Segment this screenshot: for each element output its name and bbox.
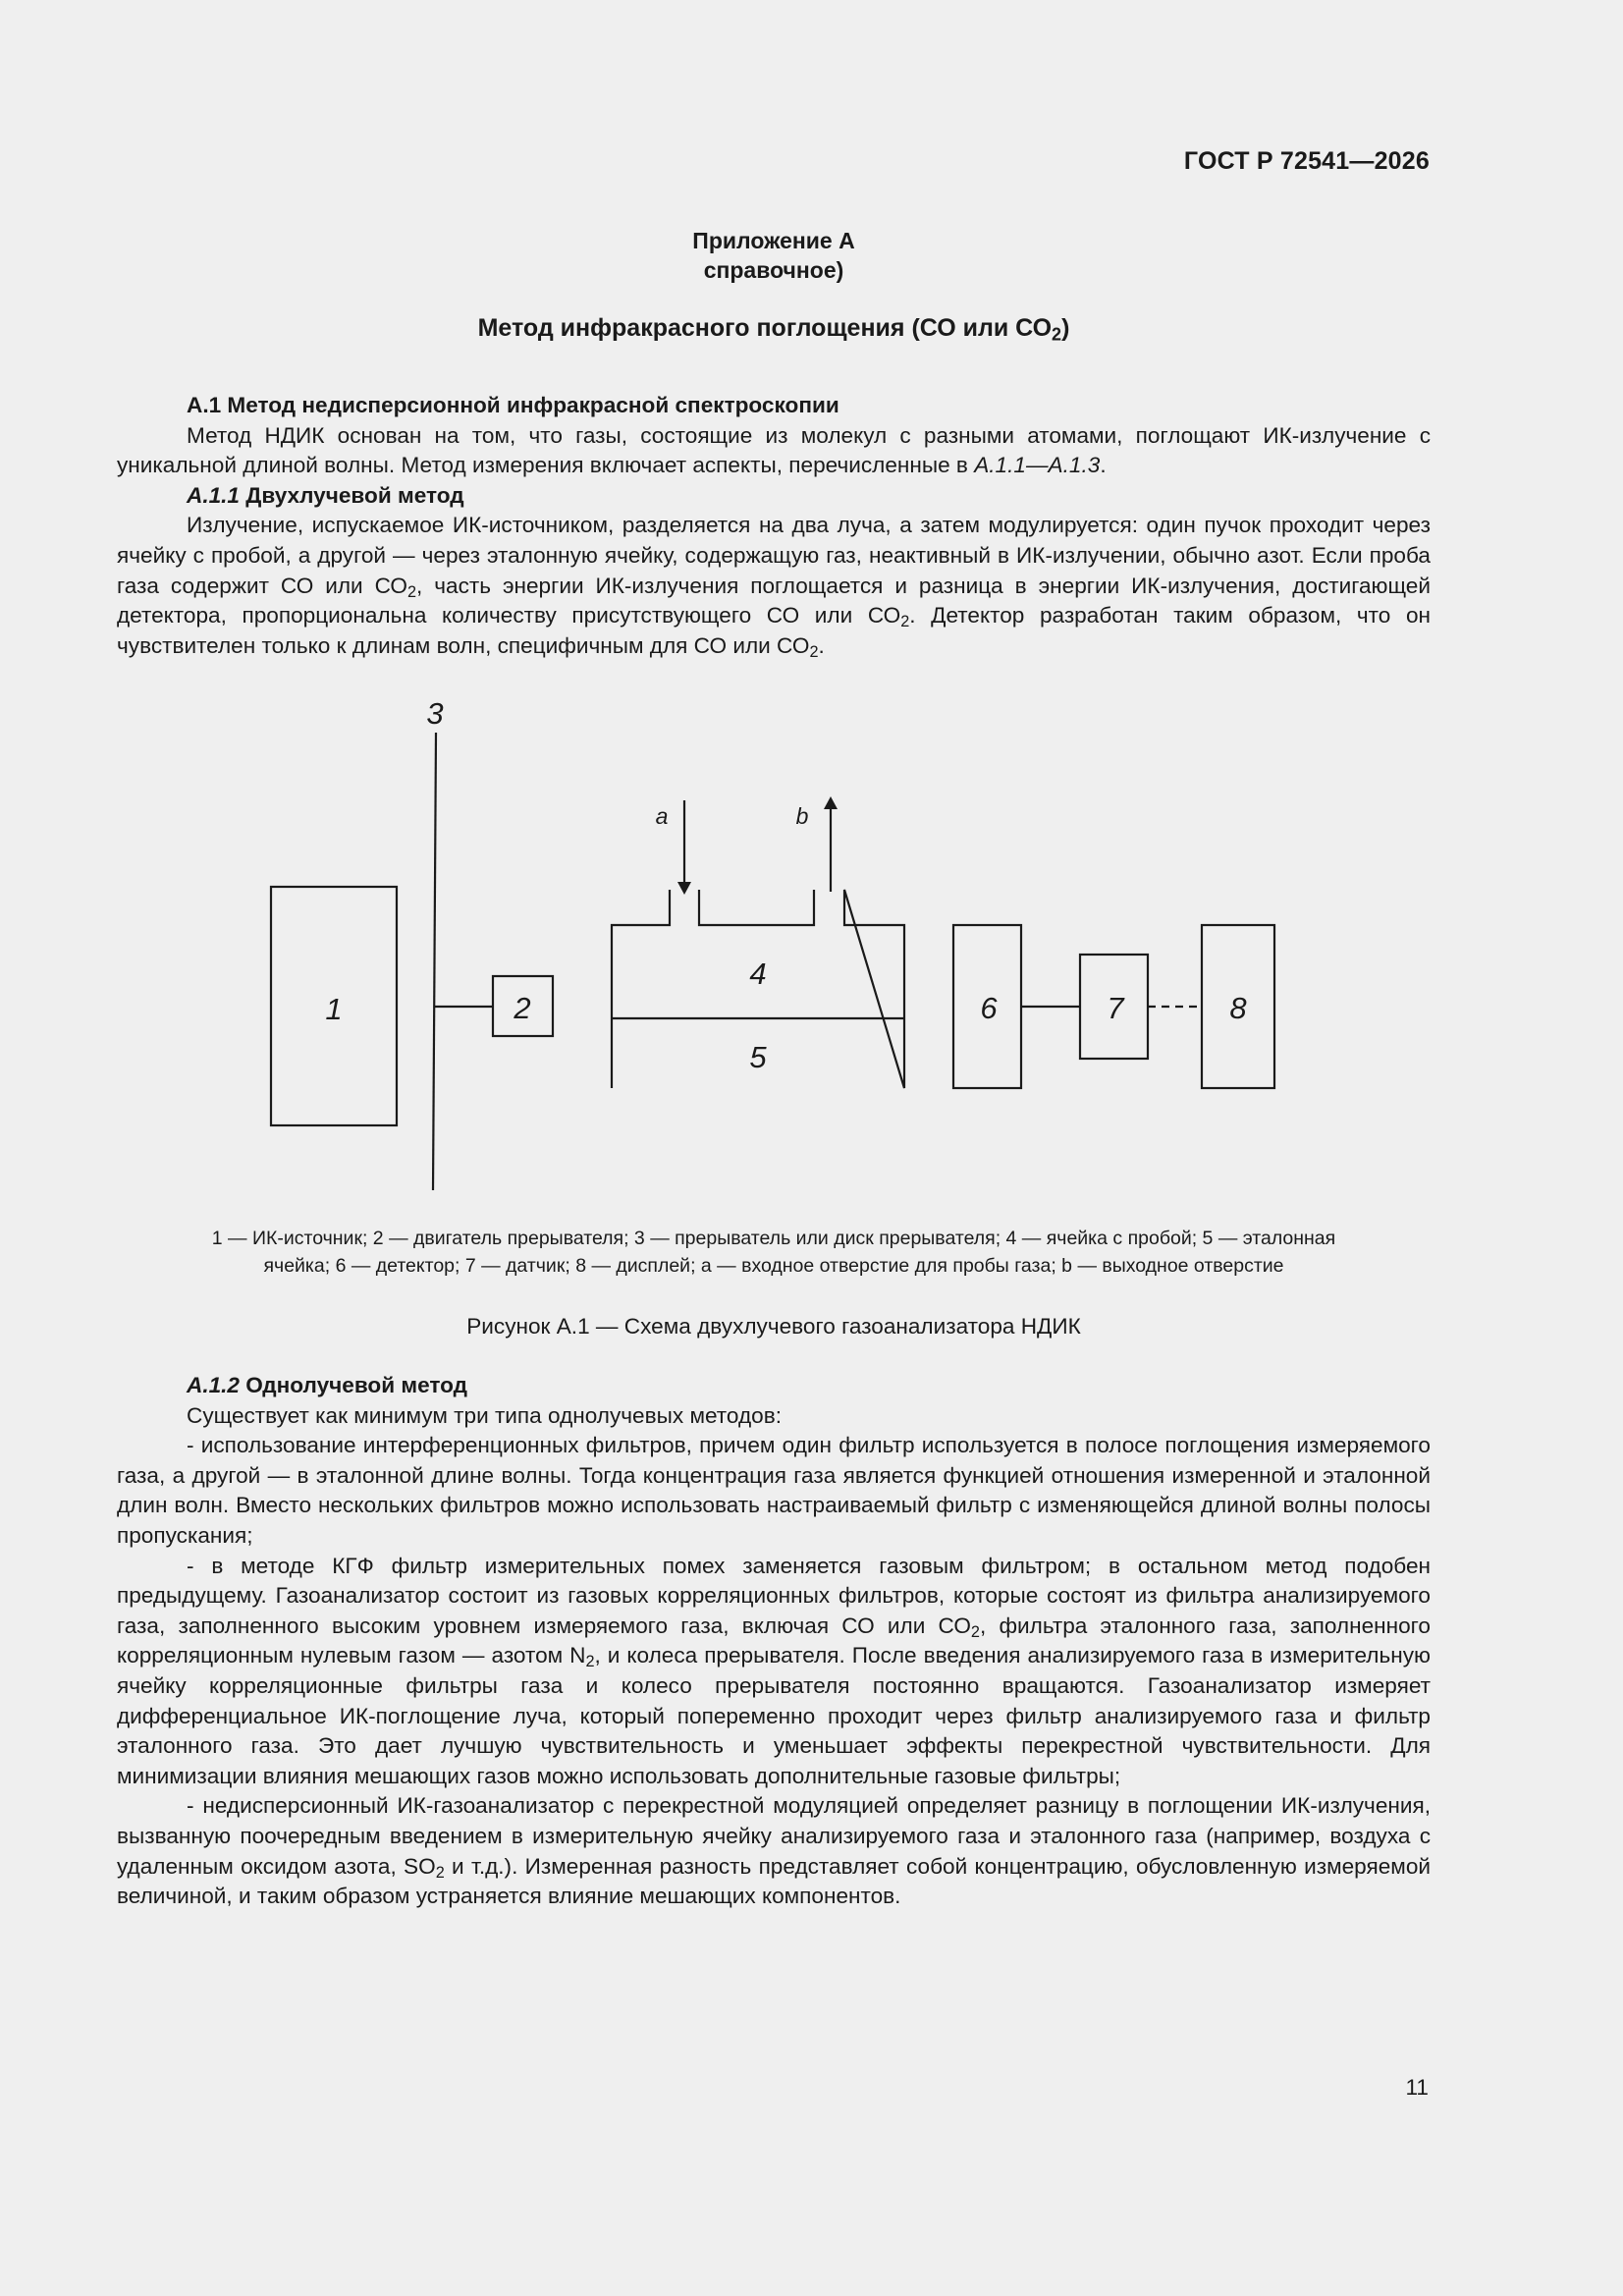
label-5: 5 [749, 1040, 767, 1074]
list-item: - недисперсионный ИК-газоанализатор с перекрестной модуляцией определяет разницу в поглощении ИК-излучения, вызванную поочередным введением в измерительную ячейку анализируемого газа и эталонного газа (например, воздуха с удаленным оксидом азота, $SO_2$ и т.д.). Измеренная разность представляет собой концентрацию, обусловленную измеряемой величиной, и таким образом устраняется влияние мешающих компонентов. [117, 1793, 1432, 1909]
standard-code: ГОСТ Р 72541—2026 [1183, 147, 1430, 175]
label-6: 6 [980, 991, 998, 1025]
list-item: - в методе КГФ фильтр измерительных помех заменяется газовым фильтром; в остальном метод подобен предыдущему. Газоанализатор состоит из газовых корреляционных фильтров, которые состоят из фильтра анализируемого газа, заполненного высоким уровнем измеряемого газа, включая СО или $СО_2$, фильтра эталонного газа, заполненного корреляционным нулевым газом — азотом $N_2$, и колеса прерывателя. После введения анализируемого газа в измерительную ячейку корреляционные фильтры газа и колесо прерывателя постоянно вращаются. Газоанализатор измеряет дифференциальное ИК-поглощение луча, который попеременно проходит через фильтр анализируемого газа и фильтр эталонного газа. Это дает лучшую чувствительность и уменьшает эффекты перекрестной чувствительности. Для минимизации влияния мешающих газов можно использовать дополнительные газовые фильтры; [117, 1553, 1431, 1788]
appendix-label: Приложение А [692, 228, 855, 253]
page-number: 11 [1405, 2075, 1429, 2100]
figure-legend [117, 1225, 1431, 1280]
label-1: 1 [325, 992, 343, 1026]
document-title: Метод инфракрасного поглощения (СО или $СО_2$) [477, 314, 1070, 345]
label-7: 7 [1107, 991, 1124, 1025]
chopper-disc-line [433, 733, 436, 1190]
list-item: - использование интерференционных фильтров, причем один фильтр используется в полосе поглощения измеряемого газа, а другой — в эталонной длине волны. Тогда концентрация газа является функцией отношения измеренной и эталонной длин волн. Вместо нескольких фильтров можно использовать настраиваемый фильтр с изменяющейся длиной волны полосы пропускания; [117, 1433, 1431, 1548]
section-a12 [117, 1371, 1431, 1912]
appendix-note: справочное) [703, 257, 844, 283]
section-a12-intro: Существует как минимум три типа однолучевых методов: [187, 1402, 782, 1428]
inlet-arrow-head [677, 882, 691, 895]
section-a11-paragraph: Излучение, испускаемое ИК-источником, разделяется на два луча, а затем модулируется: один пучок проходит через ячейку с пробой, а другой — через эталонную ячейку, содержащую газ, неактивный в ИК-излучении, обычно азот. Если проба газа содержит СО или $СО_2$, часть энергии ИК-излучения поглощается и разница в энергии ИК-излучения, достигающей детектора, пропорциональна количеству присутствующего СО или $СО_2$. Детектор разработан таким образом, что он чувствителен только к длинам волн, специфичным для СО или $СО_2$. [117, 513, 1431, 661]
figure-legend-line-2: ячейка; 6 — детектор; 7 — датчик; 8 — дисплей; a — входное отверстие для пробы газа; b — выходное отверстие [263, 1255, 1284, 1277]
label-3: 3 [426, 696, 444, 731]
figure-caption: Рисунок А.1 — Схема двухлучевого газоанализатора НДИК [466, 1314, 1081, 1339]
section-a1-paragraph: Метод НДИК основан на том, что газы, состоящие из молекул с разными атомами, поглощают ИК-излучение с уникальной длиной волны. Метод измерения включает аспекты, перечисленные в А.1.1—А.1.3. [117, 422, 1431, 478]
label-4: 4 [749, 957, 767, 991]
section-a11-heading: А.1.1 Двухлучевой метод [187, 482, 464, 508]
label-a-inlet: a [655, 803, 669, 829]
section-a12-heading: А.1.2 Однолучевой метод [187, 1373, 467, 1397]
label-8: 8 [1229, 991, 1247, 1025]
label-b-outlet: b [795, 803, 809, 829]
label-2: 2 [514, 991, 531, 1025]
figure-legend-line-1: 1 — ИК-источник; 2 — двигатель прерывателя; 3 — прерыватель или диск прерывателя; 4 — ячейка с пробой; 5 — эталонная [211, 1228, 1336, 1249]
section-a1-heading: А.1 Метод недисперсионной инфракрасной спектроскопии [187, 393, 839, 417]
outlet-arrow-head [824, 796, 838, 809]
